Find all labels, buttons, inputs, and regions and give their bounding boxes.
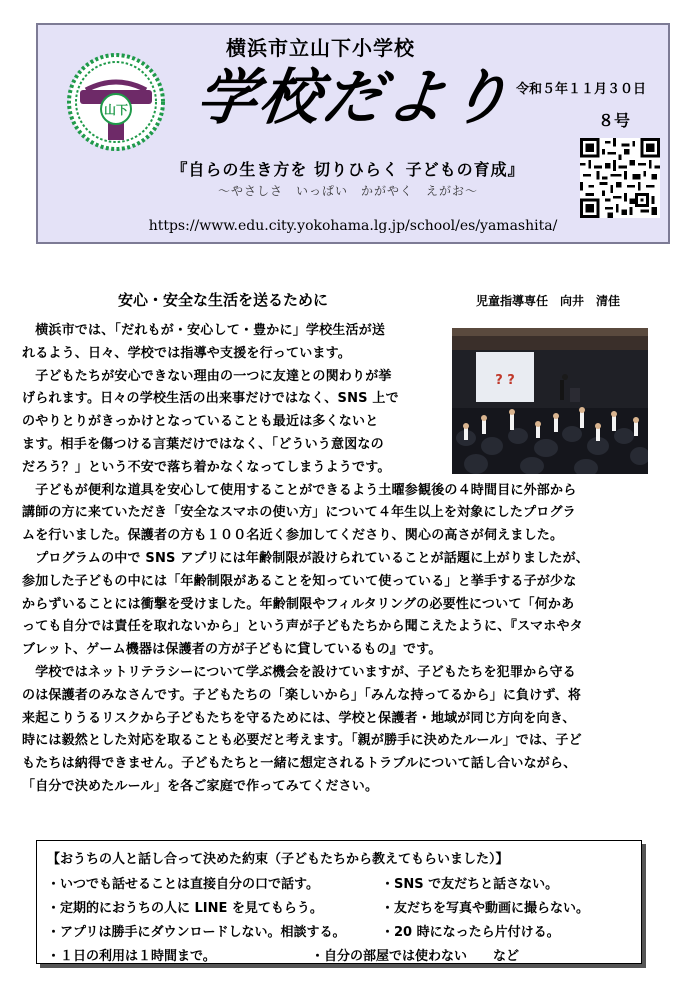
- family-rules-box: [36, 840, 642, 964]
- family-rule-item: ・友だちを写真や動画に撮らない。: [381, 901, 590, 916]
- school-emblem-logo: [66, 52, 166, 152]
- article-line: げられます。日々の学校生活の出来事だけではなく、SNS 上で: [22, 391, 399, 407]
- article-line: っても自分では責任を取れないから」という声が子どもたちから聞こえたように、『スマホやタ: [22, 619, 583, 635]
- qr-code-icon[interactable]: [580, 138, 660, 218]
- emblem-text: 山下: [103, 103, 129, 117]
- issue-number: ８号: [598, 111, 631, 130]
- article-line: ブレット、ゲーム機器は保護者の方が子どもに貸しているもの』です。: [22, 642, 442, 658]
- article-title: 安心・安全な生活を送るために: [118, 291, 329, 309]
- family-rule-item: ・20 時になったら片付ける。: [381, 925, 560, 940]
- article-line: からずいることには衝撃を受けました。年齢制限やフィルタリングの必要性について「何かあ: [22, 596, 575, 612]
- article-line: プログラムの中で SNS アプリには年齢制限が設けられていることが話題に上がりましたが、: [22, 550, 590, 566]
- slide-question-marks: ? ?: [495, 373, 515, 388]
- article-line: 参加した子どもの中には「年齢制限があることを知っていて使っている」と挙手する子が少な: [22, 573, 577, 589]
- article-line: ます。相手を傷つける言葉だけではなく、「どういう意図なの: [22, 436, 384, 452]
- family-rule-item: ・いつでも話せることは直接自分の口で話す。: [47, 877, 319, 892]
- school-website-link[interactable]: https://www.edu.city.yokohama.lg.jp/school/es/yamashita/: [148, 218, 558, 234]
- family-rule-item: ・自分の部屋では使わない など: [311, 949, 520, 964]
- article-line: 横浜市では、「だれもが・安心して・豊かに」学校生活が送: [22, 323, 386, 338]
- family-rule-item: ・定期的におうちの人に LINE を見てもらう。: [47, 901, 323, 916]
- issue-date: 令和５年１１月３０日: [516, 82, 647, 97]
- article-line: 子どもたちが安心できない理由の一つに友達との関わりが挙: [22, 368, 392, 384]
- article-line: 学校ではネットリテラシーについて学ぶ機会を設けていますが、子どもたちを犯罪から守る: [22, 664, 576, 680]
- school-sub-motto: ～やさしさ いっぱい かがやく えがお～: [217, 184, 478, 198]
- family-rule-item: ・１日の利用は１時間まで。: [47, 949, 216, 964]
- article-line: 「自分で決めたルール」を各ご家庭で作ってみてください。: [22, 778, 379, 794]
- article-line: 講師の方に来ていただき「安全なスマホの使い方」について４年生以上を対象にしたプログラ: [22, 505, 576, 521]
- family-rule-item: ・アプリは勝手にダウンロードしない。相談する。: [47, 925, 346, 940]
- article-line: のは保護者のみなさんです。子どもたちの「楽しいから」「みんな持ってるから」に負けず、将: [22, 687, 582, 703]
- school-name: 横浜市立山下小学校: [226, 36, 415, 60]
- article-line: のやりとりがきっかけとなっていることも最近は多くないと: [22, 414, 379, 430]
- article-line: だろう？」という不安で落ち着かなくなってしまうようです。: [22, 459, 391, 475]
- article-line: 時には毅然とした対応を取ることも必要だと考えます。「親が勝手に決めたルール」では、子ど: [22, 733, 582, 749]
- article-body: [22, 320, 650, 799]
- article-line: もたちは納得できません。子どもたちと一緒に想定されるトラブルについて話し合いながら、: [22, 756, 577, 772]
- family-rule-item: ・SNS で友だちと話さない。: [381, 877, 559, 892]
- family-rules-title: 【おうちの人と話し合って決めた約束（子どもたちから教えてもらいました）】: [47, 852, 509, 867]
- article-line: 来起こりうるリスクから子どもたちを守るためには、学校と保護者・地域が同じ方向を向き、: [22, 710, 576, 726]
- article-line: 子どもが便利な道具を安心して使用することができるよう土曜参観後の４時間目に外部から: [22, 482, 577, 498]
- article-line: れるよう、日々、学校では指導や支援を行っています。: [22, 345, 351, 361]
- article-line: ムを行いました。保護者の方も１００名近く参加してくださり、関心の高さが伺えました。: [22, 528, 564, 544]
- article-author: 児童指導専任 向井 清佳: [476, 294, 621, 308]
- school-motto: 『自らの生き方を 切りひらく 子どもの育成』: [171, 160, 525, 179]
- newsletter-title: 学校だより: [192, 63, 517, 133]
